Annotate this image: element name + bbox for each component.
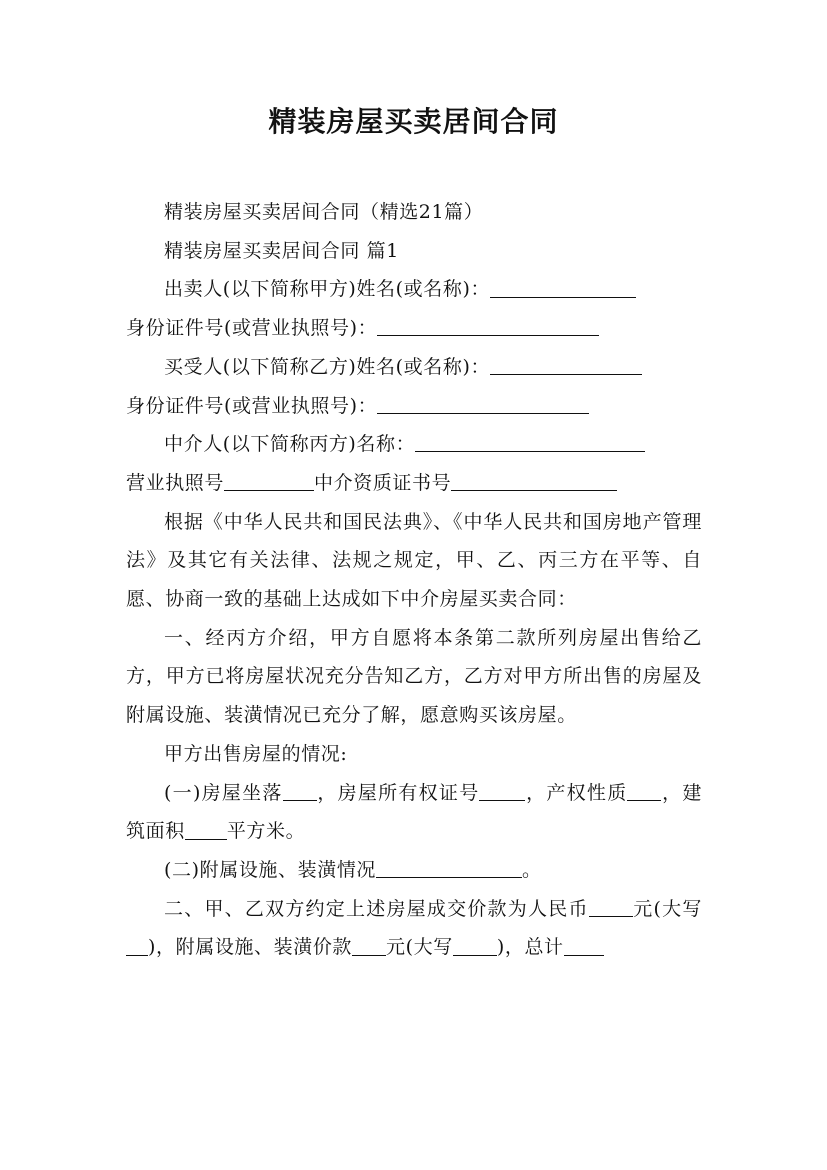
price-capital-blank — [126, 936, 148, 956]
ownership-cert-blank — [479, 781, 525, 801]
item1-location-label: (一)房屋坐落 — [164, 781, 283, 804]
paragraph-basis: 根据《中华人民共和国民法典》、《中华人民共和国房地产管理法》及其它有关法律、法规之规定，甲、乙、丙三方在平等、自愿、协商一致的基础上达成如下中介房屋买卖合同： — [126, 510, 702, 611]
agent-license-label: 营业执照号 — [126, 471, 225, 494]
agent-license-blank — [224, 471, 314, 491]
property-nature-blank — [627, 781, 661, 801]
area-blank — [185, 820, 227, 840]
buyer-id-label: 身份证件号(或营业执照号)： — [126, 394, 378, 417]
item1-cert-label: ，房屋所有权证号 — [316, 781, 480, 804]
document-title: 精装房屋买卖居间合同 — [268, 105, 559, 138]
buyer-name-blank — [490, 355, 642, 375]
item2-label: (二)附属设施、装潢情况 — [164, 858, 377, 881]
price-label: 二、甲、乙双方约定上述房屋成交价款为人民币 — [164, 897, 589, 920]
seller-label: 出卖人(以下简称甲方)姓名(或名称)： — [164, 278, 491, 301]
document-body — [126, 193, 702, 967]
house-info-heading: 甲方出售房屋的情况: — [164, 742, 348, 765]
agent-label: 中介人(以下简称丙方)名称： — [164, 433, 416, 456]
seller-id-line — [126, 309, 702, 348]
fixtures-capital-label: 元(大写 — [386, 936, 453, 959]
agent-cert-blank — [451, 471, 617, 491]
fixtures-price-label: )，附属设施、装潢价款 — [148, 936, 353, 959]
price-capital-label: 元(大写 — [632, 897, 702, 920]
item1-property-label: ，产权性质 — [525, 781, 628, 804]
item1-unit-label: 平方米。 — [226, 820, 306, 843]
seller-id-blank — [377, 316, 599, 336]
house-item-one — [126, 774, 702, 851]
section-heading: 精装房屋买卖居间合同 篇1 — [164, 239, 399, 262]
paragraph-two — [126, 890, 702, 967]
subtitle-line: 精装房屋买卖居间合同（精选21篇） — [164, 201, 484, 223]
total-blank — [564, 936, 604, 956]
agent-name-blank — [415, 432, 645, 452]
item1-area-label: ，建筑面积 — [126, 781, 702, 843]
location-blank — [283, 781, 317, 801]
buyer-id-line — [126, 387, 702, 426]
agent-license-line — [126, 464, 702, 503]
house-item-two — [126, 851, 702, 890]
seller-id-label: 身份证件号(或营业执照号)： — [126, 317, 378, 340]
fixtures-price-blank — [352, 936, 386, 956]
agent-line — [126, 425, 702, 464]
total-label: )，总计 — [496, 936, 564, 959]
seller-line — [126, 270, 702, 309]
paragraph-one: 一、经丙方介绍，甲方自愿将本条第二款所列房屋出售给乙方，甲方已将房屋状况充分告知乙方，乙方对甲方所出售的房屋及附属设施、装潢情况已充分了解，愿意购买该房屋。 — [126, 626, 702, 727]
buyer-label: 买受人(以下简称乙方)姓名(或名称)： — [164, 355, 491, 378]
buyer-line — [126, 348, 702, 387]
buyer-id-blank — [377, 394, 589, 414]
seller-name-blank — [490, 278, 636, 298]
price-blank — [589, 897, 633, 917]
fixtures-blank — [376, 858, 522, 878]
agent-cert-label: 中介资质证书号 — [314, 471, 452, 494]
fixtures-capital-blank — [453, 936, 497, 956]
item2-end: 。 — [522, 858, 542, 881]
